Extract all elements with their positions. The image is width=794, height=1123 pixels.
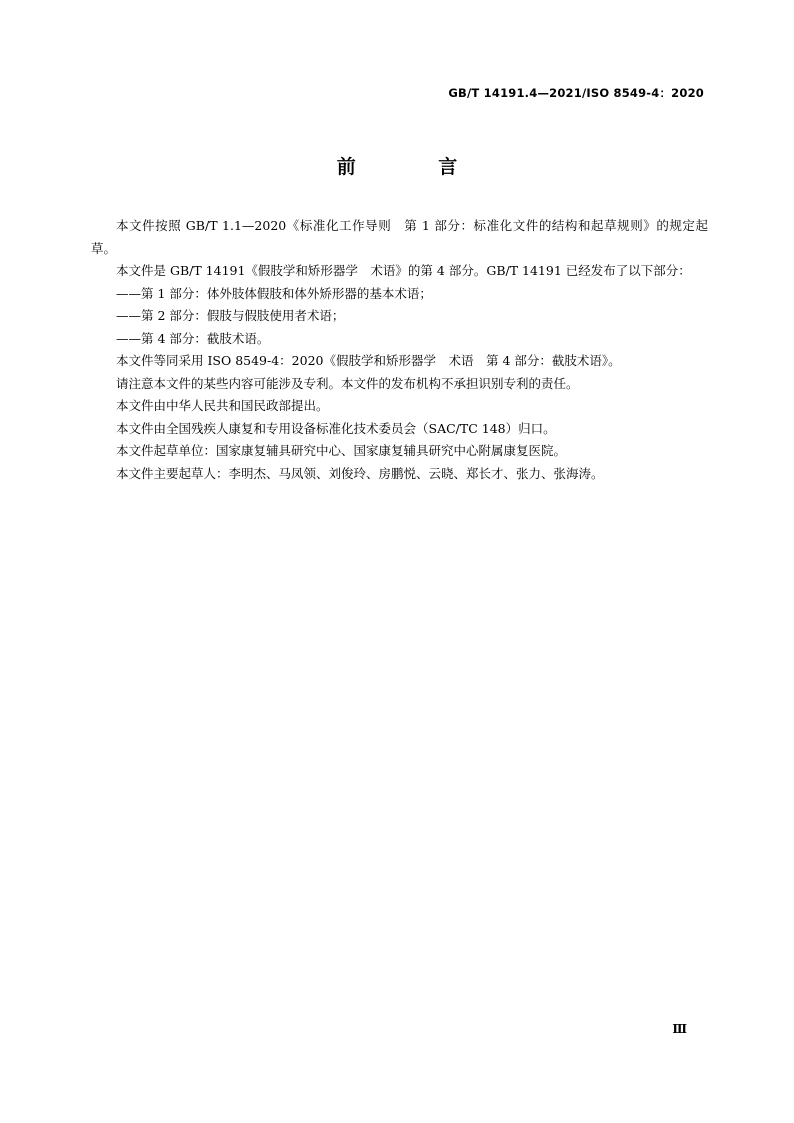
standard-code-header: GB/T 14191.4—2021/ISO 8549-4：2020	[448, 86, 704, 100]
page-number: Ⅲ	[672, 1022, 687, 1036]
paragraph-drafting-units: 本文件起草单位：国家康复辅具研究中心、国家康复辅具研究中心附属康复医院。	[116, 443, 567, 458]
paragraph-proposer: 本文件由中华人民共和国民政部提出。	[116, 398, 329, 413]
part-list-item: ——第 4 部分：截肢术语。	[116, 330, 270, 346]
paragraph-committee: 本文件由全国残疾人康复和专用设备标准化技术委员会（SAC/TC 148）归口。	[116, 420, 556, 436]
foreword-body	[91, 215, 708, 485]
paragraph-drafting-rules: 本文件按照 GB/T 1.1—2020《标准化工作导则 第 1 部分：标准化文件的结构和起草规则》的规定起草。	[91, 218, 708, 256]
part-list-item: ——第 2 部分：假肢与假肢使用者术语；	[116, 308, 345, 323]
paragraph-drafters: 本文件主要起草人：李明杰、马凤领、刘俊玲、房鹏悦、云晓、郑长才、张力、张海涛。	[116, 465, 604, 481]
part-list-item: ——第 1 部分：体外肢体假肢和体外矫形器的基本术语；	[116, 285, 432, 301]
paragraph-iso-adoption: 本文件等同采用 ISO 8549-4：2020《假肢学和矫形器学 术语 第 4 部分：截肢术语》。	[116, 353, 621, 368]
page-title: 前 言	[336, 156, 496, 178]
paragraph-series-parts: 本文件是 GB/T 14191《假肢学和矫形器学 术语》的第 4 部分。GB/T 14191 已经发布了以下部分：	[116, 263, 691, 278]
paragraph-patent-notice: 请注意本文件的某些内容可能涉及专利。本文件的发布机构不承担识别专利的责任。	[116, 375, 579, 391]
